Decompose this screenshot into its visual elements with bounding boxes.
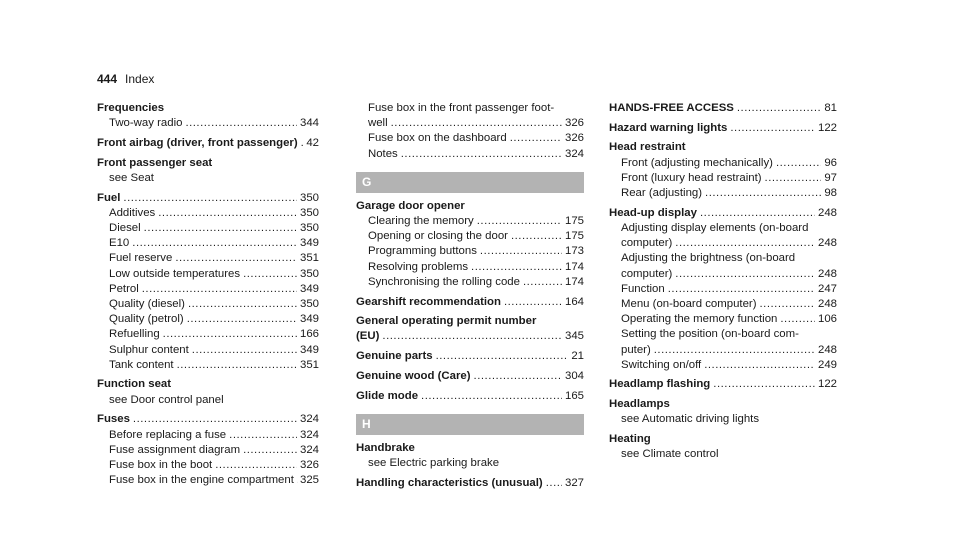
page-ref: 81	[824, 102, 837, 114]
page-ref: 350	[299, 191, 319, 204]
sub-entry	[356, 116, 584, 131]
sub-entry	[609, 282, 837, 297]
sub-entry-label: well	[368, 117, 388, 130]
page-ref: 21	[571, 350, 584, 363]
page-ref: 350	[299, 221, 319, 234]
page-ref: 122	[817, 121, 837, 134]
index-column-3	[609, 101, 837, 462]
sub-entry	[97, 312, 319, 327]
entry-row	[609, 377, 837, 392]
entry-heading: Fuses	[97, 413, 130, 426]
page-ref: 96	[824, 156, 837, 169]
see-reference: see Seat	[109, 171, 154, 184]
see-reference: see Electric parking brake	[368, 456, 500, 469]
sub-entry-label: Front (luxury head restraint)	[621, 171, 762, 184]
page-ref: 247	[817, 282, 837, 295]
page-ref: 248	[817, 343, 837, 356]
sub-entry	[609, 343, 837, 358]
entry-row	[356, 295, 584, 310]
section-letter-h: H	[356, 414, 584, 435]
sub-entry	[97, 251, 319, 266]
see-reference: see Automatic driving lights	[621, 413, 760, 426]
sub-entry	[609, 156, 837, 171]
index-entry-genuine-parts	[356, 349, 584, 364]
sub-entry-label: Switching on/off	[621, 358, 702, 371]
index-entry-general-permit	[356, 314, 584, 344]
section-letter-g: G	[356, 172, 584, 193]
sub-entry-label: Quality (diesel)	[109, 297, 185, 310]
sub-entry	[356, 131, 584, 146]
page-ref: 249	[817, 358, 837, 371]
page-title: Index	[125, 72, 155, 86]
entry-row	[97, 412, 319, 427]
entry-row	[609, 121, 837, 136]
index-entry-fuses-continued	[356, 101, 584, 162]
entry-row	[356, 369, 584, 384]
entry-heading: Heating	[609, 433, 651, 446]
sub-entry	[609, 171, 837, 186]
entry-heading: General operating permit number	[356, 315, 537, 328]
sub-entry-label: Front (adjusting mechanically)	[621, 156, 773, 169]
sub-entry-label: Diesel	[109, 221, 141, 234]
sub-entry-label: Programming buttons	[368, 245, 477, 258]
sub-entry	[356, 244, 584, 259]
sub-entry	[97, 443, 319, 458]
sub-entry-label: Two-way radio	[109, 117, 183, 130]
page-ref: 326	[564, 132, 584, 145]
sub-entry	[97, 458, 319, 473]
entry-heading: Front passenger seat	[97, 156, 213, 169]
sub-entry	[97, 473, 319, 488]
sub-entry-line: Setting the position (on-board com-	[621, 328, 799, 341]
sub-entry	[97, 327, 319, 342]
sub-entry	[609, 297, 837, 312]
index-entry-head-up-display	[609, 206, 837, 373]
page-ref: 166	[299, 328, 319, 341]
sub-entry-label: Resolving problems	[368, 260, 469, 273]
index-entry-fuel	[97, 191, 319, 373]
page-ref: 175	[564, 215, 584, 228]
page-ref: 98	[824, 187, 837, 200]
page-ref: 248	[817, 237, 837, 250]
sub-entry-label: Fuse box in the engine compartment	[109, 474, 294, 487]
see-reference: see Climate control	[621, 448, 719, 461]
sub-entry	[356, 275, 584, 290]
entry-heading: Fuel	[97, 191, 121, 204]
page-ref: 350	[299, 297, 319, 310]
page-number: 444	[97, 72, 118, 86]
index-entry-hazard	[609, 121, 837, 136]
entry-heading: Hazard warning lights	[609, 121, 728, 134]
page-ref: 304	[564, 369, 584, 382]
page-ref: 164	[564, 295, 584, 308]
entry-heading: Handbrake	[356, 441, 415, 454]
page-ref: 349	[299, 237, 319, 250]
page-ref: 42	[306, 136, 319, 149]
page-ref: 349	[299, 282, 319, 295]
page-ref: 351	[299, 358, 319, 371]
entry-heading: Genuine wood (Care)	[356, 369, 471, 382]
sub-entry-label: Fuse assignment diagram	[109, 443, 241, 456]
index-entry-function-seat	[97, 377, 319, 407]
sub-entry-label: Notes	[368, 147, 398, 160]
sub-entry-label: puter)	[621, 343, 651, 356]
index-entry-handling	[356, 476, 584, 491]
entry-heading: Gearshift recommendation	[356, 295, 501, 308]
sub-entry-label: Operating the memory function	[621, 313, 778, 326]
page-ref: 175	[564, 230, 584, 243]
entry-row	[356, 476, 584, 491]
entry-row	[97, 136, 319, 151]
sub-entry-label: Clearing the memory	[368, 215, 474, 228]
entry-heading: HANDS-FREE ACCESS	[609, 102, 734, 114]
sub-entry-label: Tank content	[109, 358, 174, 371]
index-entry-front-passenger-seat	[97, 156, 319, 186]
sub-entry-label: Fuse box in the boot	[109, 458, 213, 471]
sub-entry	[356, 214, 584, 229]
entry-heading: Head-up display	[609, 206, 697, 219]
index-entry-fuses	[97, 412, 319, 488]
entry-row	[609, 206, 837, 221]
sub-entry-label: Fuel reserve	[109, 252, 173, 265]
index-entry-glide-mode	[356, 389, 584, 404]
entry-heading: Function seat	[97, 378, 172, 391]
index-entry-headlamps	[609, 397, 837, 427]
page-ref: 324	[299, 428, 319, 441]
page-ref: 324	[299, 413, 319, 426]
sub-entry-label: Rear (adjusting)	[621, 187, 703, 200]
index-entry-hands-free	[609, 101, 837, 116]
page-ref: 97	[824, 171, 837, 184]
entry-heading: Genuine parts	[356, 350, 433, 363]
sub-entry-line: Adjusting display elements (on-board	[621, 221, 809, 234]
sub-entry	[609, 358, 837, 373]
sub-entry-label: Before replacing a fuse	[109, 428, 227, 441]
entry-row	[97, 191, 319, 206]
index-entry-handbrake	[356, 441, 584, 471]
entry-heading: Handling characteristics (unusual)	[356, 476, 543, 489]
sub-entry-label: Additives	[109, 206, 156, 219]
sub-entry	[356, 229, 584, 244]
sub-entry-label: Fuse box on the dashboard	[368, 132, 507, 145]
sub-entry-line: Adjusting the brightness (on-board	[621, 252, 796, 265]
sub-entry	[97, 428, 319, 443]
sub-entry-label: computer)	[621, 237, 673, 250]
page-ref: 174	[564, 275, 584, 288]
sub-entry	[97, 221, 319, 236]
index-entry-headlamp-flashing	[609, 377, 837, 392]
entry-heading: Headlamps	[609, 398, 670, 411]
sub-entry-line: Fuse box in the front passenger foot-	[368, 102, 555, 114]
page-ref: 349	[299, 343, 319, 356]
sub-entry-label: Low outside temperatures	[109, 267, 241, 280]
sub-entry-label: Sulphur content	[109, 343, 189, 356]
sub-entry	[97, 236, 319, 251]
entry-heading: Garage door opener	[356, 199, 465, 212]
page-ref: 248	[817, 206, 837, 219]
sub-entry	[97, 206, 319, 221]
entry-row	[356, 389, 584, 404]
sub-entry	[97, 343, 319, 358]
sub-entry-label: Synchronising the rolling code	[368, 275, 520, 288]
entry-heading-cont: (EU)	[356, 330, 380, 343]
entry-row	[356, 349, 584, 364]
entry-heading: Head restraint	[609, 141, 686, 154]
entry-row	[609, 101, 837, 116]
entry-heading: Front airbag (driver, front passenger)	[97, 136, 298, 149]
page-ref: 174	[564, 260, 584, 273]
sub-entry-label: Function	[621, 282, 665, 295]
index-entry-gearshift	[356, 295, 584, 310]
entry-heading: Glide mode	[356, 389, 419, 402]
page-ref: 327	[564, 476, 584, 489]
page-ref: 326	[564, 117, 584, 130]
sub-entry-label: Petrol	[109, 282, 139, 295]
page-ref: 165	[564, 389, 584, 402]
index-entry-frequencies	[97, 101, 319, 131]
sub-entry	[97, 282, 319, 297]
page-ref: 173	[564, 245, 584, 258]
index-entry-garage-door-opener	[356, 199, 584, 290]
index-column-1	[97, 101, 319, 488]
page-ref: 106	[817, 313, 837, 326]
sub-entry	[609, 186, 837, 201]
page-ref: 248	[817, 297, 837, 310]
index-entry-heating	[609, 432, 837, 462]
page-ref: 345	[564, 330, 584, 343]
page-ref: 326	[299, 458, 319, 471]
entry-heading: Frequencies	[97, 102, 165, 114]
page-ref: 349	[299, 313, 319, 326]
sub-entry-label: Quality (petrol)	[109, 313, 184, 326]
sub-entry	[97, 297, 319, 312]
page-header	[97, 72, 154, 86]
page-ref: 350	[299, 267, 319, 280]
index-entry-front-airbag	[97, 136, 319, 151]
sub-entry	[97, 116, 319, 131]
sub-entry	[97, 358, 319, 373]
sub-entry	[97, 267, 319, 282]
index-entry-head-restraint	[609, 140, 837, 201]
page-ref: 324	[564, 147, 584, 160]
page-ref: 325	[299, 474, 319, 487]
entry-row	[356, 329, 584, 344]
page-ref: 344	[299, 117, 319, 130]
sub-entry-label: E10	[109, 237, 130, 250]
page-ref: 248	[817, 267, 837, 280]
sub-entry-label: Menu (on-board computer)	[621, 297, 757, 310]
sub-entry	[356, 260, 584, 275]
entry-heading: Headlamp flashing	[609, 378, 711, 391]
page-ref: 350	[299, 206, 319, 219]
page-ref: 351	[299, 252, 319, 265]
sub-entry-label: computer)	[621, 267, 673, 280]
sub-entry	[609, 236, 837, 251]
index-entry-genuine-wood	[356, 369, 584, 384]
page-ref: 324	[299, 443, 319, 456]
sub-entry	[609, 267, 837, 282]
sub-entry-label: Opening or closing the door	[368, 230, 508, 243]
see-reference: see Door control panel	[109, 393, 224, 406]
page-ref: 122	[817, 378, 837, 391]
index-column-2	[356, 101, 584, 491]
sub-entry-label: Refuelling	[109, 328, 160, 341]
sub-entry	[609, 312, 837, 327]
sub-entry	[356, 147, 584, 162]
